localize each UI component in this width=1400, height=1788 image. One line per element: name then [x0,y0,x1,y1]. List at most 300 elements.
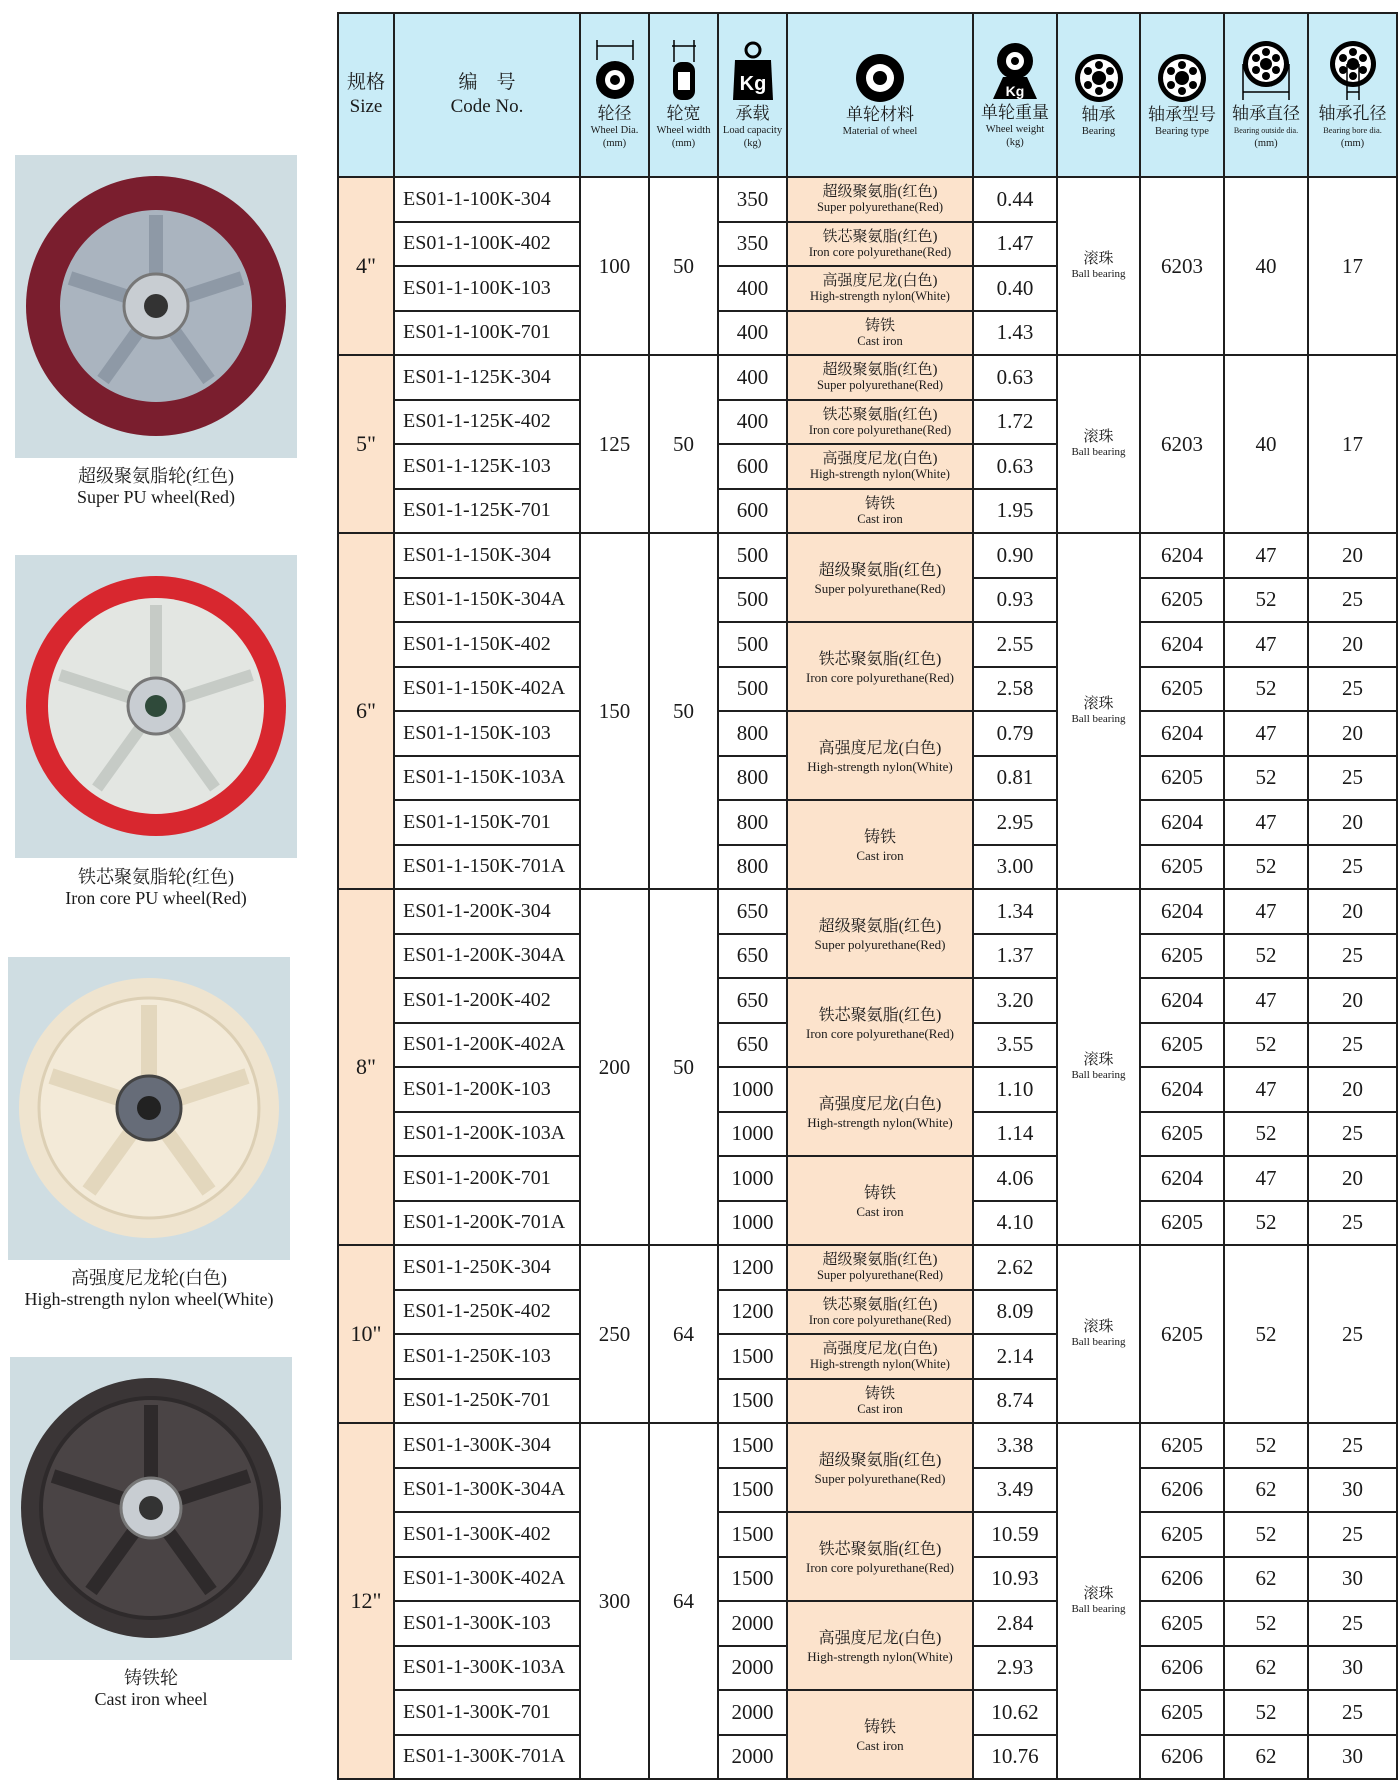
load-cell: 1500 [718,1557,787,1602]
bearing-bore-cell: 25 [1308,1112,1397,1157]
material-en: Super polyurethane(Red) [814,936,946,952]
bearing-bore-cell: 20 [1308,978,1397,1023]
wheel-weight-cell: 3.00 [973,845,1057,890]
material-cn: 超级聚氨脂(红色) [818,1451,942,1469]
code-cell: ES01-1-300K-304 [394,1423,580,1468]
wheel-weight-cell: 3.38 [973,1423,1057,1468]
material-cell [787,800,973,889]
material-en: Cast iron [856,1203,904,1219]
header-load: Kg 承载 Load capacity (kg) [718,13,787,177]
wheel-dia-cell: 125 [580,355,649,533]
material-en: Iron core polyurethane(Red) [806,669,954,685]
bearing-od-cell: 40 [1224,355,1308,533]
material-cell [787,400,973,445]
bearing-cn: 滚珠 [1083,251,1114,267]
wheel-weight-cell: 10.93 [973,1557,1057,1602]
wheel-weight-cell: 10.59 [973,1512,1057,1557]
material-cn: 超级聚氨脂(红色) [818,561,942,579]
caption-cn: 超级聚氨脂轮(红色) [78,466,234,486]
load-cell: 800 [718,800,787,845]
load-cell: 800 [718,711,787,756]
material-en: High-strength nylon(White) [807,758,953,774]
bearing-type-cell: 6203 [1140,355,1224,533]
wheel-weight-cell: 0.90 [973,533,1057,578]
bearing-bore-cell: 30 [1308,1557,1397,1602]
code-cell: ES01-1-100K-402 [394,222,580,267]
wheel-photo-super-pu [15,155,297,458]
bearing-type-cell: 6205 [1140,845,1224,890]
wheel-weight-cell: 8.09 [973,1290,1057,1335]
code-cell: ES01-1-250K-402 [394,1290,580,1335]
size-cell: 4" [338,177,394,355]
material-cell [787,533,973,622]
material-cell [787,1156,973,1245]
wheel-weight-cell: 1.10 [973,1067,1057,1112]
bearing-type-cell: 6204 [1140,1067,1224,1112]
bearing-cn: 滚珠 [1083,1319,1114,1335]
material-en: High-strength nylon(White) [810,1357,950,1372]
bearing-bore-cell: 20 [1308,1156,1397,1201]
material-cell [787,266,973,311]
load-cell: 1500 [718,1379,787,1424]
header-material: 单轮材料 Material of wheel [787,13,973,177]
header-code: 编 号 Code No. [394,13,580,177]
bearing-od-cell: 52 [1224,845,1308,890]
load-cell: 1000 [718,1201,787,1246]
bearing-type-cell: 6205 [1140,1601,1224,1646]
caption-cn: 铸铁轮 [124,1668,178,1688]
code-cell: ES01-1-300K-701A [394,1735,580,1780]
wheel-width-cell: 50 [649,355,718,533]
bearing-cn: 滚珠 [1083,696,1114,712]
load-cell: 800 [718,756,787,801]
bearing-od-cell: 47 [1224,800,1308,845]
bearing-bore-cell: 17 [1308,177,1397,355]
material-cn: 超级聚氨脂(红色) [822,1252,938,1269]
wheel-weight-cell: 0.44 [973,177,1057,222]
code-cell: ES01-1-300K-103A [394,1646,580,1691]
material-cell [787,1423,973,1512]
table-row [338,1245,1397,1290]
wheel-width-cell: 64 [649,1245,718,1423]
material-cn: 铸铁 [864,1385,895,1402]
bearing-bore-cell: 20 [1308,889,1397,934]
wheel-weight-cell: 1.47 [973,222,1057,267]
load-cell: 350 [718,177,787,222]
bearing-bore-cell: 25 [1308,845,1397,890]
material-cn: 高强度尼龙(白色) [822,273,938,290]
wheel-dia-cell: 250 [580,1245,649,1423]
code-cell: ES01-1-125K-103 [394,444,580,489]
bearing-bore-cell: 20 [1308,622,1397,667]
wheel-weight-cell: 2.93 [973,1646,1057,1691]
table-row [338,711,1397,756]
material-cn: 高强度尼龙(白色) [822,1341,938,1358]
material-cell [787,711,973,800]
wheel-0-icon [15,155,297,458]
wheel-weight-cell: 0.81 [973,756,1057,801]
material-cell [787,1690,973,1779]
load-cell: 400 [718,311,787,356]
load-cell: 2000 [718,1690,787,1735]
table-row [338,978,1397,1023]
bearing-cell [1057,177,1140,355]
header-wheel-width: 轮宽 Wheel width (mm) [649,13,718,177]
weight-icon [731,40,775,102]
bearing-bore-cell: 25 [1308,756,1397,801]
header-weight: Kg 单轮重量 Wheel weight (kg) [973,13,1057,177]
bearing-cn: 滚珠 [1083,1586,1114,1602]
table-row [338,1156,1397,1201]
bearing-type-cell: 6205 [1140,1201,1224,1246]
material-cell [787,444,973,489]
code-cell: ES01-1-200K-304A [394,934,580,979]
bearing-od-cell: 47 [1224,533,1308,578]
wheel-weight-cell: 10.62 [973,1690,1057,1735]
header-row [338,13,1397,177]
bearing-type-cell: 6206 [1140,1468,1224,1513]
bearing-cell [1057,355,1140,533]
wheel-weight-icon [987,41,1043,101]
wheel-dia-cell: 100 [580,177,649,355]
load-cell: 400 [718,355,787,400]
material-cn: 铁芯聚氨脂(红色) [822,1296,938,1313]
load-cell: 650 [718,889,787,934]
load-cell: 400 [718,400,787,445]
bearing-bore-cell: 20 [1308,533,1397,578]
load-cell: 1200 [718,1290,787,1335]
bearing-od-cell: 52 [1224,667,1308,712]
caption-en: Super PU wheel(Red) [77,487,235,507]
wheel-photo-iron-core-pu [15,555,297,858]
material-cell [787,622,973,711]
bearing-type-icon [1157,53,1207,103]
code-cell: ES01-1-200K-103 [394,1067,580,1112]
material-en: Super polyurethane(Red) [816,200,943,215]
bearing-cn: 滚珠 [1083,429,1114,445]
bearing-type-cell: 6205 [1140,667,1224,712]
wheel-caption-super-pu [0,466,312,508]
bearing-en: Ball bearing [1071,1336,1126,1348]
code-cell: ES01-1-300K-304A [394,1468,580,1513]
size-cell: 10" [338,1245,394,1423]
wheel-caption-cast-iron [0,1668,302,1710]
spec-table-container [337,12,1396,1782]
header-bearing: 轴承 Bearing [1057,13,1140,177]
bearing-bore-cell: 30 [1308,1735,1397,1780]
table-row [338,889,1397,934]
material-cell [787,355,973,400]
wheel-weight-cell: 1.72 [973,400,1057,445]
bearing-od-cell: 52 [1224,1201,1308,1246]
bearing-bore-cell: 25 [1308,1201,1397,1246]
material-cn: 铁芯聚氨脂(红色) [822,228,938,245]
bearing-type-cell: 6205 [1140,1512,1224,1557]
bearing-od-cell: 47 [1224,1067,1308,1112]
code-cell: ES01-1-250K-304 [394,1245,580,1290]
wheel-weight-cell: 2.58 [973,667,1057,712]
bearing-bore-cell: 25 [1308,1023,1397,1068]
material-en: Super polyurethane(Red) [814,580,946,596]
material-cn: 铁芯聚氨脂(红色) [818,1540,942,1558]
wheel-3-icon [10,1357,292,1660]
material-en: Iron core polyurethane(Red) [808,1312,952,1327]
wheel-weight-cell: 1.34 [973,889,1057,934]
bearing-bore-cell: 25 [1308,1245,1397,1423]
bearing-type-cell: 6205 [1140,1245,1224,1423]
load-cell: 500 [718,667,787,712]
code-cell: ES01-1-100K-304 [394,177,580,222]
wheel-width-cell: 50 [649,889,718,1245]
wheel-weight-cell: 0.40 [973,266,1057,311]
material-en: Super polyurethane(Red) [816,1268,943,1283]
bearing-od-cell: 52 [1224,578,1308,623]
wheel-weight-cell: 10.76 [973,1735,1057,1780]
wheel-weight-cell: 2.14 [973,1334,1057,1379]
material-cell [787,978,973,1067]
bearing-od-cell: 62 [1224,1735,1308,1780]
wheel-weight-cell: 1.43 [973,311,1057,356]
material-en: Cast iron [857,333,903,348]
table-row [338,1601,1397,1646]
wheel-weight-cell: 2.62 [973,1245,1057,1290]
bearing-cell [1057,533,1140,889]
wheel-weight-cell: 3.20 [973,978,1057,1023]
load-cell: 1500 [718,1423,787,1468]
load-cell: 1200 [718,1245,787,1290]
svg-text:Kg: Kg [1005,83,1025,99]
wheel-weight-cell: 0.63 [973,444,1057,489]
material-en: High-strength nylon(White) [810,467,950,482]
spec-table-body [338,177,1397,1779]
bearing-od-cell: 52 [1224,1023,1308,1068]
material-en: Super polyurethane(Red) [816,378,943,393]
bearing-od-cell: 52 [1224,756,1308,801]
load-cell: 650 [718,978,787,1023]
code-cell: ES01-1-200K-402A [394,1023,580,1068]
code-cell: ES01-1-150K-701 [394,800,580,845]
code-cell: ES01-1-150K-304 [394,533,580,578]
load-cell: 1000 [718,1112,787,1157]
material-cell [787,1379,973,1424]
load-cell: 350 [718,222,787,267]
bearing-cn: 滚珠 [1083,1052,1114,1068]
material-en: Iron core polyurethane(Red) [806,1025,954,1041]
wheel-weight-cell: 4.06 [973,1156,1057,1201]
svg-text:Kg: Kg [739,73,766,95]
load-cell: 600 [718,489,787,534]
wheel-caption-iron-core-pu [0,867,312,909]
material-cell [787,889,973,978]
code-cell: ES01-1-100K-103 [394,266,580,311]
bearing-od-cell: 40 [1224,177,1308,355]
load-cell: 800 [718,845,787,890]
material-wheel-icon [855,53,905,103]
bearing-od-cell: 52 [1224,1690,1308,1735]
wheel-1-icon [15,555,297,858]
bearing-icon [1074,53,1124,103]
material-en: High-strength nylon(White) [807,1114,953,1130]
spec-table [337,12,1398,1780]
wheel-2-icon [8,957,290,1260]
load-cell: 2000 [718,1646,787,1691]
bearing-od-cell: 47 [1224,1156,1308,1201]
table-row [338,1690,1397,1735]
bearing-od-cell: 62 [1224,1468,1308,1513]
material-cn: 铸铁 [863,828,896,846]
code-cell: ES01-1-150K-402A [394,667,580,712]
load-cell: 2000 [718,1601,787,1646]
bearing-type-cell: 6206 [1140,1735,1224,1780]
table-row [338,800,1397,845]
wheel-weight-cell: 2.84 [973,1601,1057,1646]
header-size: 规格 Size [338,13,394,177]
bearing-bore-cell: 25 [1308,667,1397,712]
material-cell [787,489,973,534]
bearing-type-cell: 6205 [1140,1423,1224,1468]
size-cell: 5" [338,355,394,533]
table-row [338,1423,1397,1468]
material-en: Cast iron [857,511,903,526]
code-cell: ES01-1-150K-103 [394,711,580,756]
material-cn: 铸铁 [863,1718,896,1736]
material-cell [787,1067,973,1156]
material-en: Iron core polyurethane(Red) [808,244,952,259]
load-cell: 1000 [718,1067,787,1112]
code-cell: ES01-1-250K-103 [394,1334,580,1379]
bearing-type-cell: 6206 [1140,1557,1224,1602]
code-cell: ES01-1-300K-402A [394,1557,580,1602]
material-cn: 高强度尼龙(白色) [818,1095,942,1113]
bearing-od-cell: 47 [1224,889,1308,934]
table-row [338,533,1397,578]
load-cell: 1500 [718,1468,787,1513]
load-cell: 1500 [718,1334,787,1379]
bearing-bore-cell: 17 [1308,355,1397,533]
bearing-type-cell: 6205 [1140,578,1224,623]
bearing-od-cell: 52 [1224,934,1308,979]
wheel-weight-cell: 0.79 [973,711,1057,756]
bearing-od-cell: 47 [1224,622,1308,667]
bearing-type-cell: 6205 [1140,934,1224,979]
caption-cn: 高强度尼龙轮(白色) [71,1268,227,1288]
bearing-od-cell: 47 [1224,711,1308,756]
material-en: High-strength nylon(White) [807,1648,953,1664]
bearing-type-cell: 6205 [1140,1690,1224,1735]
bearing-type-cell: 6204 [1140,622,1224,667]
material-en: Super polyurethane(Red) [814,1470,946,1486]
material-cn: 超级聚氨脂(红色) [822,184,938,201]
header-bearing-od: 轴承直径 Bearing outside dia. (mm) [1224,13,1308,177]
header-wheel-dia: 轮径 Wheel Dia. (mm) [580,13,649,177]
code-cell: ES01-1-300K-402 [394,1512,580,1557]
wheel-weight-cell: 1.37 [973,934,1057,979]
wheel-diameter-icon [593,40,637,102]
bearing-type-cell: 6204 [1140,711,1224,756]
material-en: Iron core polyurethane(Red) [808,422,952,437]
material-cn: 铸铁 [864,317,895,334]
wheel-width-cell: 50 [649,533,718,889]
bearing-od-cell: 62 [1224,1557,1308,1602]
code-cell: ES01-1-200K-103A [394,1112,580,1157]
bearing-bore-cell: 30 [1308,1468,1397,1513]
wheel-weight-cell: 4.10 [973,1201,1057,1246]
wheel-caption-nylon [0,1268,298,1310]
caption-cn: 铁芯聚氨脂轮(红色) [78,867,234,887]
load-cell: 600 [718,444,787,489]
material-cell [787,177,973,222]
header-bearing-bore: 轴承孔径 Bearing bore dia. (mm) [1308,13,1397,177]
load-cell: 500 [718,578,787,623]
wheel-photo-nylon [8,957,290,1260]
code-cell: ES01-1-100K-701 [394,311,580,356]
load-cell: 500 [718,533,787,578]
wheel-gallery [0,0,330,1788]
material-en: Cast iron [856,1737,904,1753]
wheel-width-cell: 64 [649,1423,718,1779]
table-row [338,1067,1397,1112]
load-cell: 1000 [718,1156,787,1201]
table-row [338,622,1397,667]
bearing-type-cell: 6204 [1140,978,1224,1023]
bearing-od-cell: 47 [1224,978,1308,1023]
bearing-cell [1057,1423,1140,1779]
bearing-bore-cell: 25 [1308,1423,1397,1468]
material-cn: 铸铁 [864,495,895,512]
load-cell: 500 [718,622,787,667]
wheel-width-icon [662,40,706,102]
bearing-type-cell: 6205 [1140,756,1224,801]
bearing-bore-cell: 25 [1308,1601,1397,1646]
material-cn: 铁芯聚氨脂(红色) [818,650,942,668]
code-cell: ES01-1-200K-304 [394,889,580,934]
bearing-cell [1057,1245,1140,1423]
wheel-weight-cell: 3.55 [973,1023,1057,1068]
material-en: Iron core polyurethane(Red) [806,1559,954,1575]
bearing-en: Ball bearing [1071,446,1126,458]
bearing-od-cell: 62 [1224,1646,1308,1691]
size-cell: 12" [338,1423,394,1779]
material-cn: 铁芯聚氨脂(红色) [822,406,938,423]
bearing-bore-cell: 20 [1308,800,1397,845]
bearing-od-cell: 52 [1224,1512,1308,1557]
bearing-bore-cell: 20 [1308,1067,1397,1112]
load-cell: 650 [718,1023,787,1068]
bearing-od-cell: 52 [1224,1601,1308,1646]
code-cell: ES01-1-150K-402 [394,622,580,667]
table-row [338,1512,1397,1557]
material-en: Cast iron [856,847,904,863]
code-cell: ES01-1-300K-103 [394,1601,580,1646]
caption-en: Cast iron wheel [94,1689,208,1709]
bearing-bore-cell: 25 [1308,934,1397,979]
material-cell [787,311,973,356]
material-cn: 高强度尼龙(白色) [818,1629,942,1647]
bearing-od-cell: 52 [1224,1112,1308,1157]
bearing-bore-cell: 20 [1308,711,1397,756]
size-cell: 6" [338,533,394,889]
wheel-weight-cell: 8.74 [973,1379,1057,1424]
bearing-bore-dia-icon [1328,40,1378,102]
code-cell: ES01-1-250K-701 [394,1379,580,1424]
bearing-type-cell: 6204 [1140,800,1224,845]
material-cell [787,1601,973,1690]
table-row [338,355,1397,400]
code-cell: ES01-1-200K-402 [394,978,580,1023]
bearing-en: Ball bearing [1071,713,1126,725]
material-cell [787,1334,973,1379]
code-cell: ES01-1-150K-701A [394,845,580,890]
